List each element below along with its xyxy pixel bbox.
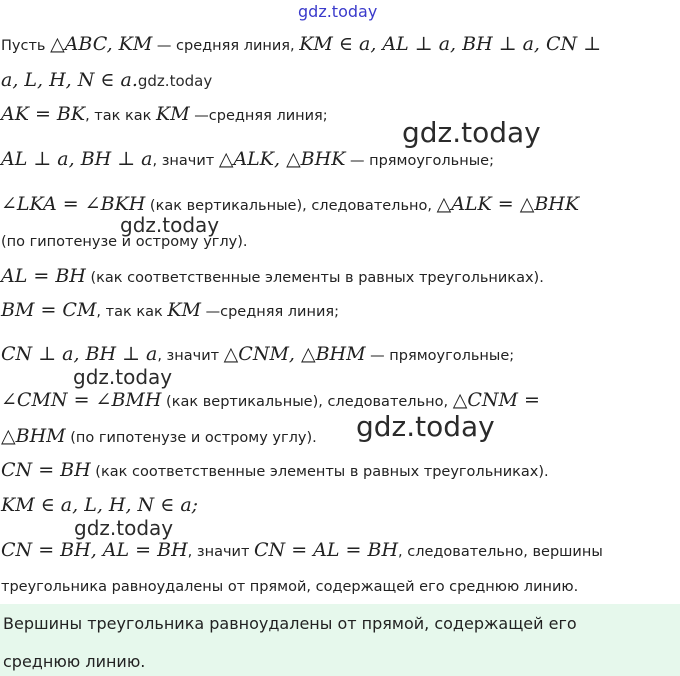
solution-line-4 [1,148,494,172]
math: △ALK = △BHK [436,193,580,215]
math: △CNM, △BHM [223,343,366,365]
solution-line-6 [1,231,248,253]
answer-line-1: Вершины треугольника равноудалены от прямой, содержащей его [3,614,577,633]
solution-line-11 [1,425,317,449]
solution-line-8 [1,299,339,323]
text: , значит [152,153,219,169]
math: ∠LKA = ∠BKH [1,193,146,215]
math: CN = BH, AL = BH [1,539,188,561]
math: KM [156,103,190,125]
text: — средняя линия, [152,38,300,54]
math: BM = CM [1,299,97,321]
math: CN ⊥ a, BH ⊥ a [1,343,158,365]
watermark-top: gdz.today [298,2,378,21]
solution-line-13 [1,494,198,518]
solution-line-14 [1,539,603,563]
math: △ABC, KM [50,33,153,55]
solution-line-2 [1,69,212,93]
text: Пусть [1,38,51,54]
text: (как вертикальные), следовательно, [161,394,453,410]
solution-line-15 [1,576,578,598]
math: △ALK, △BHK [218,148,346,170]
watermark-small: gdz.today [74,516,174,540]
math: CN = AL = BH [254,539,399,561]
math: ∠CMN = ∠BMH [1,389,162,411]
watermark-large: gdz.today [402,116,541,149]
text: , так как [96,304,168,320]
text: , значит [157,348,224,364]
math: AK = BK [1,103,86,125]
math: △CNM = [452,389,540,411]
text: —средняя линия; [189,108,328,124]
watermark-inline: gdz.today [137,72,213,90]
math: AL = BH [1,265,86,287]
solution-line-7 [1,265,544,289]
text: , следовательно, вершины [398,544,603,560]
math: CN = BH [1,459,91,481]
answer-box [0,604,680,676]
solution-line-12 [1,459,549,483]
solution-line-1 [1,33,601,57]
watermark-small: gdz.today [120,213,220,237]
answer-line-2: среднюю линию. [3,652,146,671]
watermark-small: gdz.today [73,365,173,389]
text: (как соответственные элементы в равных треугольниках). [85,270,544,286]
text: (по гипотенузе и острому углу). [1,234,248,250]
text: — прямоугольные; [365,348,515,364]
math: a, L, H, N ∈ a. [1,69,138,91]
solution-line-9 [1,343,514,367]
solution-line-5 [1,193,579,217]
text: (по гипотенузе и острому углу). [65,430,317,446]
text: (как соответственные элементы в равных треугольниках). [90,464,549,480]
text: , так как [85,108,157,124]
text: треугольника равноудалены от прямой, содержащей его среднюю линию. [1,579,579,595]
text: (как вертикальные), следовательно, [145,198,437,214]
solution-line-3 [1,103,328,127]
math: KM ∈ a, L, H, N ∈ a; [1,494,199,516]
math: KM ∈ a, AL ⊥ a, BH ⊥ a, CN ⊥ [299,33,602,55]
text: , значит [187,544,254,560]
math: AL ⊥ a, BH ⊥ a [1,148,153,170]
math: △BHM [1,425,66,447]
text: —средняя линия; [201,304,339,320]
watermark-large: gdz.today [356,410,495,443]
math: KM [167,299,202,321]
text: — прямоугольные; [345,153,494,169]
